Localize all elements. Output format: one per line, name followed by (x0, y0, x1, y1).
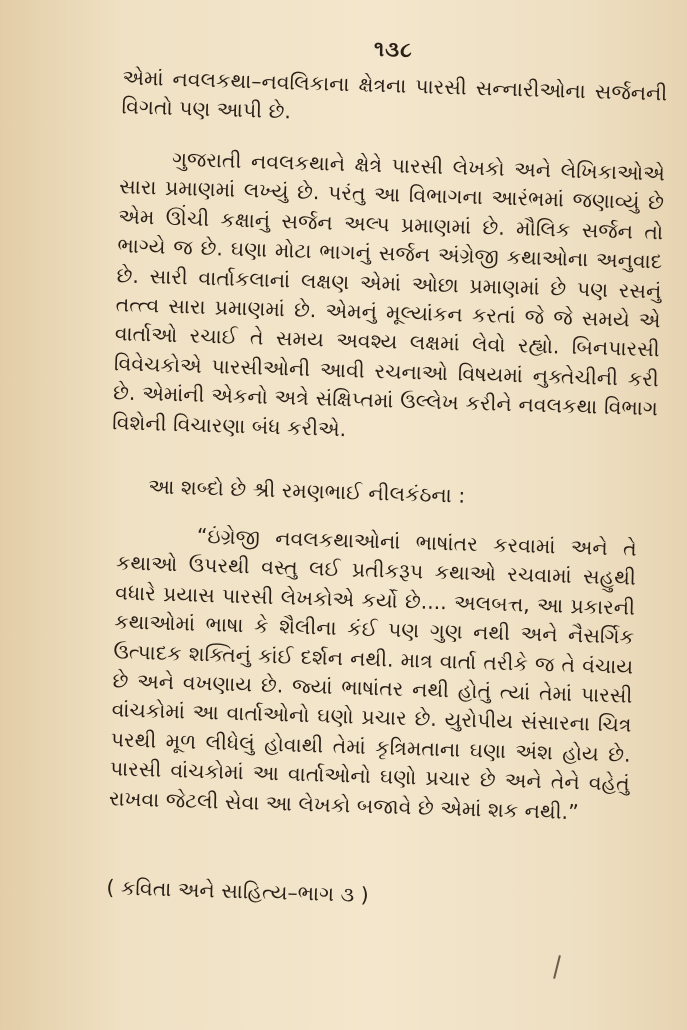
page-number: ૧૩૮ (373, 36, 414, 62)
quote-paragraph: “ઇંગ્રેજી નવલકથાઓનાં ભાષાંતર કરવામાં અને તે કથાઓ ઉપરથી વસ્તુ લઈ પ્રતીકરૂપ કથાઓ રચવામાં સહુથી વધારે પ્રયાસ પારસી લેખકોએ કર્યો છે.... અલબત્ત, આ પ્રકારની કથાઓમાં ભાષા કે શૈલીના કંઈ પણ ગુણ નથી અને નૈસર્ગિક ઉત્પાદક શક્તિનું કાંઈ દર્શન નથી. માત્ર વાર્તા તરીકે જ તે વંચાય છે અને વખણાય છે. જ્યાં ભાષાંતર નથી હોતું ત્યાં તેમાં પારસી વાંચકોમાં આ વાર્તાઓનો ઘણો પ્રચાર છે. યુરોપીય સંસારના ચિત્ર પરથી મૂળ લીધેલું હોવાથી તેમાં કૃત્રિમતાના ઘણા અંશ હોય છે. પારસી વાંચકોમાં આ વાર્તાઓનો ઘણો પ્રચાર છે અને તેને વહેતું રાખવા જેટલી સેવા આ લેખકો બજાવે છે એમાં શક નથી.” (108, 523, 638, 824)
citation: ( કવિતા અને સાહિત્ય–ભાગ ૩ ) (106, 875, 370, 908)
quote-intro: આ શબ્દો છે શ્રી રમણભાઈ નીલકંઠના : (147, 474, 466, 508)
body-paragraph: ગુજરાતી નવલકથાને ક્ષેત્રે પારસી લેખકો અને લેખિકાઓએ સારા પ્રમાણમાં લખ્યું છે. પરંતુ આ વિભાગના આરંભમાં જણાવ્યું છે એમ ઊંચી કક્ષાનું સર્જન અલ્પ પ્રમાણમાં છે. મૌલિક સર્જન તો ભાગ્યે જ છે. ઘણા મોટા ભાગનું સર્જન અંગ્રેજી કથાઓના અનુવાદ છે. સારી વાર્તાકલાનાં લક્ષણ એમાં ઓછા પ્રમાણમાં છે પણ રસનું તત્ત્વ સારા પ્રમાણમાં છે. એમનું મૂલ્યાંકન કરતાં જે જે સમયે એ વાર્તાઓ રચાઈ તે સમય અવશ્ય લક્ષમાં લેવો રહ્યો. બિનપારસી વિવેચકોએ પારસીઓની આવી રચનાઓ વિષયમાં નુક્તેચીની કરી છે. એમાંની એકનો અત્રે સંક્ષિપ્તમાં ઉલ્લેખ કરીને નવલકથા વિભાગ વિશેની વિચારણા બંધ કરીએ. (111, 146, 666, 441)
intro-paragraph: એમાં નવલકથા–નવલિકાના ક્ષેત્રના પારસી સન્નારીઓના સર્જનની વિગતો પણ આપી છે. (121, 65, 668, 124)
